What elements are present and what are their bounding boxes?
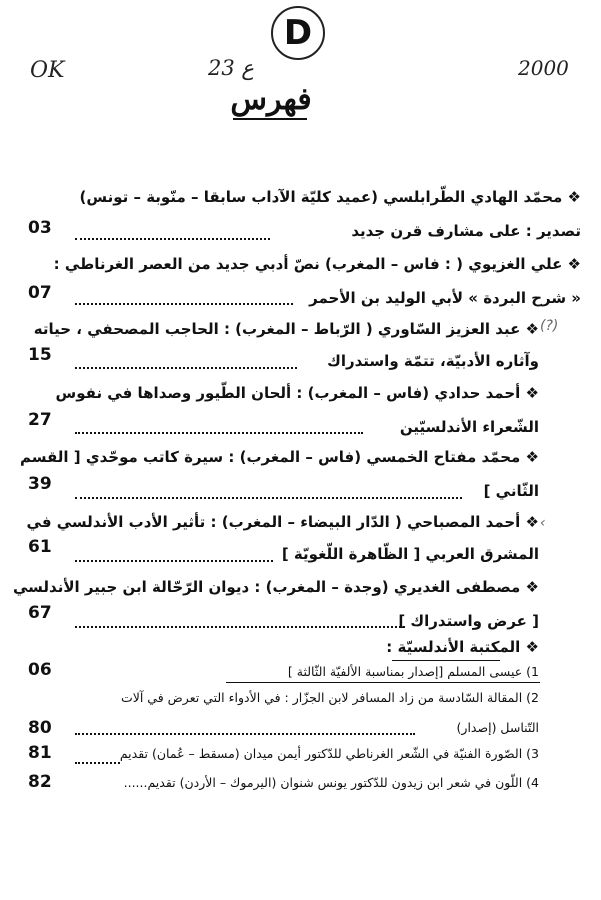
handwritten-ok: OK (30, 58, 65, 83)
entry-1-dot-leader (75, 238, 270, 240)
library-item-3-page: 81 (28, 743, 52, 763)
entry-2-line-2: « شرح البردة » لأبي الوليد بن الأحمر (309, 289, 581, 307)
library-item-2-line-1: 2) المقالة السّادسة من زاد المسافر لابن الجزّار : في الأدواء التي تعرض في آلات (120, 690, 539, 705)
entry-2-page: 07 (28, 283, 52, 303)
entry-5-page: 39 (28, 474, 52, 494)
library-item-2-text-1: المقالة السّادسة من زاد المسافر لابن الجزّار : في الأدواء التي تعرض في آلات (120, 690, 523, 705)
entry-4-line-1: ❖ أحمد حدادي (فاس – المغرب) : ألحان الطّيور وصداها في نفوس (55, 384, 539, 402)
library-item-1-text: عيسى المسلم [إصدار بمناسبة الألفيّة الثّالثة ] (287, 664, 523, 679)
entry-6-page: 61 (28, 537, 52, 557)
library-item-4-text: اللّون في شعر ابن زيدون للدّكتور يونس شنوان (اليرموك – الأردن) تقديم...... (123, 775, 523, 790)
library-item-3-text: الصّورة الفنيّة في الشّعر الغرناطي للدّكتور أيمن ميدان (مسقط – عُمان) تقديم (119, 746, 523, 761)
library-item-1: 1) عيسى المسلم [إصدار بمناسبة الألفيّة الثّالثة ] (287, 664, 539, 679)
entry-5-line-1: ❖ محمّد مفتاح الخمسي (فاس – المغرب) : سيرة كاتب موحّدي [ القسم (19, 448, 539, 466)
entry-7-page: 67 (28, 603, 52, 623)
circled-d-mark: D (271, 6, 325, 60)
library-item-2-number: 2 (531, 690, 539, 705)
entry-7-dot-leader (75, 626, 405, 628)
library-item-1-underline (226, 682, 540, 683)
entry-5-line-2: الثّاني ] (483, 482, 539, 500)
margin-mark: (?) (540, 318, 559, 334)
library-heading-underline (392, 660, 500, 661)
entry-3-dot-leader (75, 367, 297, 369)
library-item-1-number: 1 (531, 664, 539, 679)
entry-3-line-2: وآثاره الأدبيّة، تتمّة واستدراك (327, 352, 539, 370)
entry-6-line-2: المشرق العربي [ الظّاهرة اللّغويّة ] (281, 545, 539, 563)
entry-7-line-2: [ عرض واستدراك ] (398, 612, 539, 630)
library-item-4: 4) اللّون في شعر ابن زيدون للدّكتور يونس شنوان (اليرموك – الأردن) تقديم...... (123, 775, 539, 790)
entry-4-dot-leader (75, 432, 363, 434)
library-item-3-number: 3 (531, 746, 539, 761)
entry-4-page: 27 (28, 410, 52, 430)
library-item-4-page: 82 (28, 772, 52, 792)
entry-1-page: 03 (28, 218, 52, 238)
handwritten-page-code: 23 ع (208, 56, 254, 80)
entry-7-line-1: ❖ مصطفى الغديري (وجدة – المغرب) : ديوان الرّحّالة ابن جبير الأندلسي (12, 578, 539, 596)
entry-6-dot-leader (75, 560, 273, 562)
entry-1-line-2: تصدير : على مشارف قرن جديد (351, 222, 581, 240)
library-item-2-dot-leader (75, 733, 415, 735)
library-item-2-page: 80 (28, 718, 52, 738)
page-title: فهرس (230, 82, 312, 117)
library-item-4-number: 4 (531, 775, 539, 790)
handwritten-year: 2000 (518, 56, 569, 80)
entry-5-dot-leader (75, 497, 462, 499)
library-item-3-dot-leader (75, 762, 120, 764)
entry-2-line-1: ❖ علي الغزيوي ( : فاس – المغرب) نصّ أدبي جديد من العصر الغرناطي : (53, 255, 581, 273)
entry-3-page: 15 (28, 345, 52, 365)
library-item-3: 3) الصّورة الفنيّة في الشّعر الغرناطي للدّكتور أيمن ميدان (مسقط – عُمان) تقديم (119, 746, 539, 761)
library-item-1-page: 06 (28, 660, 52, 680)
margin-mark-2: ‹ (540, 515, 546, 531)
library-item-2-line-2: التّناسل (إصدار) (456, 720, 539, 735)
entry-6-line-1: ❖ أحمد المصباحي ( الدّار البيضاء – المغرب) : تأثير الأدب الأندلسي في (26, 513, 539, 531)
entry-3-line-1: ❖ عبد العزيز السّاوري ( الرّباط – المغرب) : الحاجب المصحفي ، حياته (33, 320, 539, 338)
library-heading: ❖ المكتبة الأندلسيّة : (386, 638, 539, 656)
title-underline (233, 118, 307, 120)
entry-4-line-2: الشّعراء الأندلسيّين (399, 418, 539, 436)
entry-2-dot-leader (75, 303, 293, 305)
entry-1-line-1: ❖ محمّد الهادي الطّرابلسي (عميد كليّة الآداب سابقا – منّوبة – تونس) (79, 188, 581, 206)
